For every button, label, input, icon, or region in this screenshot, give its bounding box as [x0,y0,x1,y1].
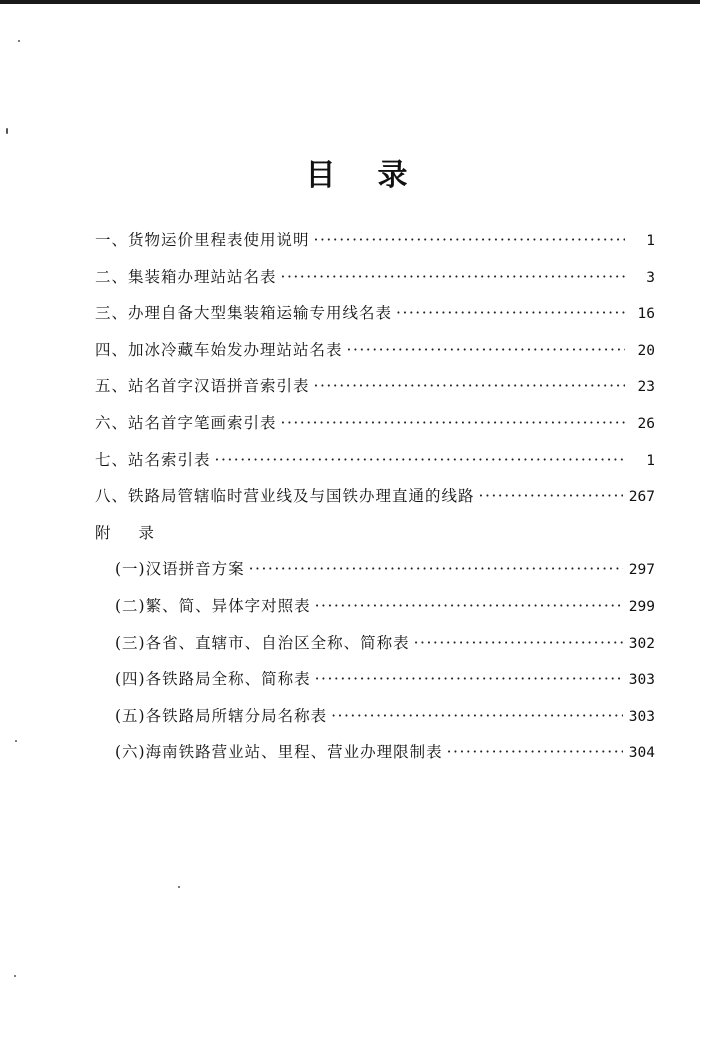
appendix-entry-page: 303 [628,672,655,689]
appendix-entry-label: (一)汉语拼音方案 [115,560,245,579]
toc-entry [95,265,655,302]
dot-leader [414,634,623,652]
toc-entry-label: 五、站名首字汉语拼音索引表 [95,377,310,396]
toc-entry [95,484,655,521]
scan-speck [18,40,20,42]
dot-leader [447,743,623,761]
toc-entry [95,411,655,448]
toc-entry [95,338,655,375]
dot-leader [479,487,623,505]
dot-leader [281,268,625,286]
table-of-contents [95,228,655,777]
dot-leader [281,414,625,432]
dot-leader [347,341,625,359]
toc-entry-page: 16 [637,306,655,323]
toc-entry-page: 267 [628,489,655,506]
dot-leader [315,597,623,615]
toc-entry-label: 八、铁路局管辖临时营业线及与国铁办理直通的线路 [95,487,475,506]
top-border-rule [0,0,700,4]
scan-speck [178,886,180,888]
toc-entry-page: 26 [637,415,655,432]
dot-leader [314,231,625,249]
appendix-entry [95,704,655,741]
toc-entry-label: 七、站名索引表 [95,450,211,469]
appendix-entry-label: (四)各铁路局全称、简称表 [115,670,311,689]
toc-entry-label: 四、加冰冷藏车始发办理站站名表 [95,340,343,359]
appendix-entry [95,631,655,668]
dot-leader [314,377,625,395]
appendix-entry [95,557,655,594]
page-title: 目录 [305,158,450,193]
dot-leader [215,451,625,469]
appendix-entry-page: 302 [628,635,655,652]
dot-leader [396,304,625,322]
toc-entry-label: 三、办理自备大型集装箱运输专用线名表 [95,304,393,323]
appendix-entry-label: (六)海南铁路营业站、里程、营业办理限制表 [115,743,443,762]
scan-speck [6,128,8,134]
scan-speck [14,975,16,977]
appendix-entry-page: 299 [628,598,655,615]
toc-entry [95,301,655,338]
toc-entry-page: 23 [637,379,655,396]
appendix-entry-label: (五)各铁路局所辖分局名称表 [115,706,328,725]
appendix-entry-page: 297 [628,562,655,579]
dot-leader [331,707,623,725]
appendix-entry-page: 304 [628,745,655,762]
scan-speck [15,740,17,742]
toc-entry [95,448,655,485]
toc-entry-label: 二、集装箱办理站站名表 [95,267,277,286]
toc-entry-page: 3 [646,269,655,286]
toc-entry-page: 20 [637,342,655,359]
dot-leader [249,560,623,578]
toc-entry [95,228,655,265]
toc-entry-label: 六、站名首字笔画索引表 [95,413,277,432]
appendix-entry-label: (二)繁、简、异体字对照表 [115,596,311,615]
appendix-entry-page: 303 [628,708,655,725]
toc-entry-page: 1 [646,452,655,469]
toc-entry [95,374,655,411]
appendix-entry [95,740,655,777]
toc-entry-page: 1 [646,233,655,249]
appendix-entry [95,594,655,631]
dot-leader [315,670,623,688]
appendix-entry-label: (三)各省、直辖市、自治区全称、简称表 [115,633,410,652]
toc-entry-label: 一、货物运价里程表使用说明 [95,231,310,249]
appendix-heading: 附录 [95,523,183,542]
appendix-entry [95,667,655,704]
